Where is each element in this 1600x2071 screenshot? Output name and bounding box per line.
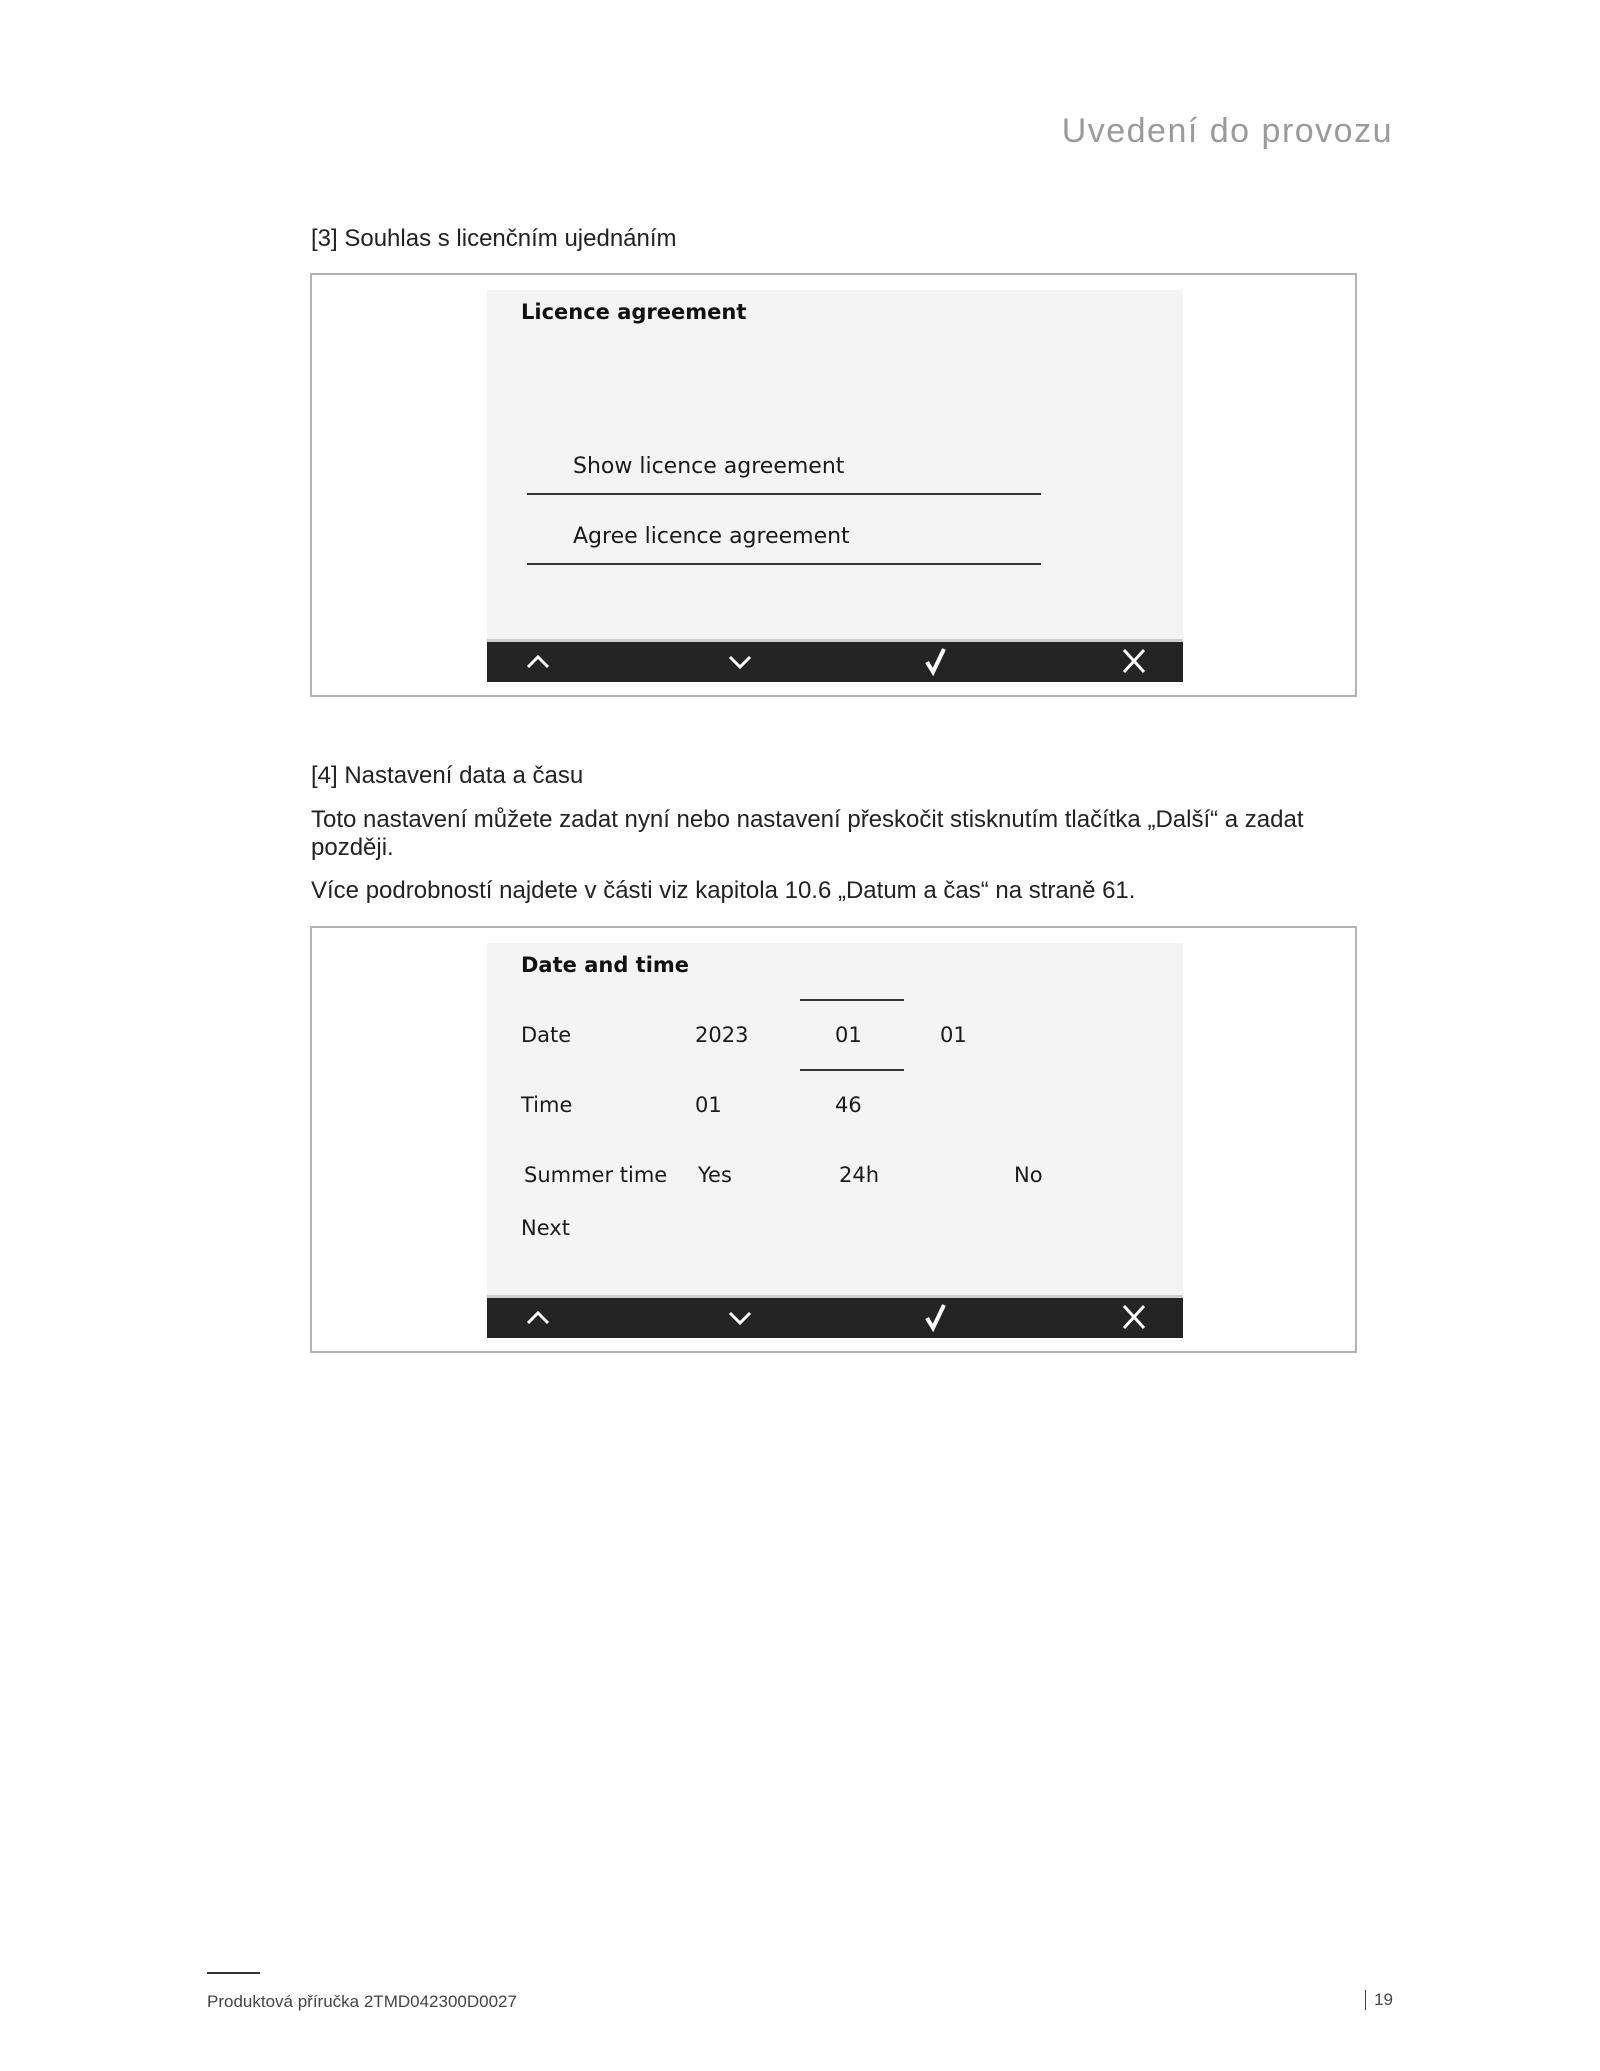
date-year-value[interactable]: 2023 [695, 1023, 749, 1047]
section-heading-licence: [3] Souhlas s licenčním ujednáním [311, 225, 677, 252]
date-month-value[interactable]: 01 [835, 1023, 862, 1047]
selection-line-bottom [800, 1069, 904, 1071]
device-screen-datetime [487, 943, 1183, 1338]
next-item[interactable]: Next [521, 1216, 570, 1240]
figure-date-and-time [310, 926, 1357, 1353]
time-format-option[interactable]: No [1014, 1163, 1043, 1187]
close-icon[interactable] [1114, 642, 1154, 682]
screen-navbar [487, 639, 1183, 682]
chevron-down-icon[interactable] [720, 1298, 760, 1338]
time-label: Time [521, 1093, 573, 1117]
footer-page-number: 19 [1365, 1990, 1393, 2010]
close-icon[interactable] [1114, 1298, 1154, 1338]
screen-title: Licence agreement [521, 300, 747, 324]
time-hour-value[interactable]: 01 [695, 1093, 722, 1117]
menu-item-agree-licence[interactable] [527, 513, 1041, 565]
time-minute-value[interactable]: 46 [835, 1093, 862, 1117]
chevron-up-icon[interactable] [518, 1298, 558, 1338]
footer-rule [207, 1972, 260, 1974]
screen-title: Date and time [521, 953, 690, 977]
footer-document-title: Produktová příručka 2TMD042300D0027 [207, 1992, 517, 2011]
check-icon[interactable] [916, 642, 956, 682]
menu-item-label: Show licence agreement [573, 454, 845, 479]
menu-item-label: Agree licence agreement [573, 524, 850, 549]
selection-line-top [800, 999, 904, 1001]
chevron-down-icon[interactable] [720, 642, 760, 682]
date-label: Date [521, 1023, 572, 1047]
paragraph-instructions: Toto nastavení můžete zadat nyní nebo nastavení přeskočit stisknutím tlačítka „Další“ a zadat později. [311, 806, 1304, 861]
time-format-value[interactable]: 24h [839, 1163, 880, 1187]
page-header-title: Uvedení do provozu [1061, 112, 1393, 150]
check-icon[interactable] [916, 1298, 956, 1338]
chevron-up-icon[interactable] [518, 642, 558, 682]
summer-time-label: Summer time [524, 1163, 668, 1187]
screen-navbar [487, 1295, 1183, 1338]
date-day-value[interactable]: 01 [940, 1023, 967, 1047]
paragraph-reference: Více podrobností najdete v části viz kapitola 10.6 „Datum a čas“ na straně 61. [311, 877, 1136, 904]
section-heading-datetime: [4] Nastavení data a času [311, 762, 584, 789]
summer-time-value[interactable]: Yes [698, 1163, 732, 1187]
menu-item-show-licence[interactable] [527, 443, 1041, 495]
figure-licence-agreement [310, 273, 1357, 697]
device-screen-licence [487, 290, 1183, 682]
